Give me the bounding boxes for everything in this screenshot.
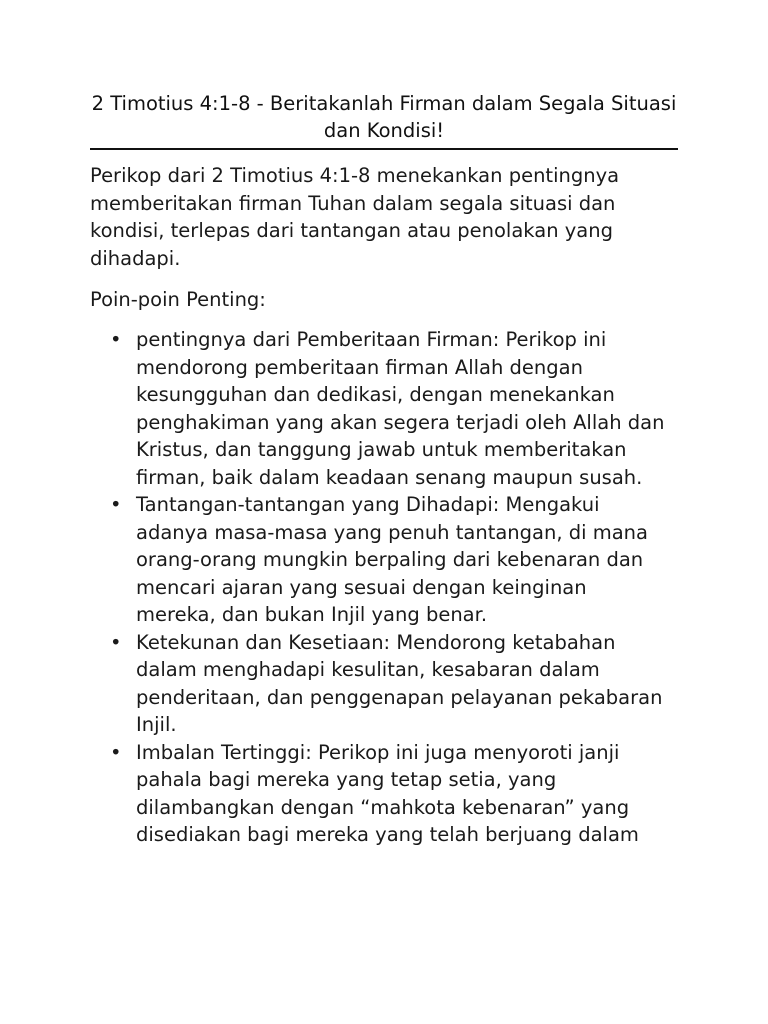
list-item-text: Imbalan Tertinggi: Perikop ini juga menyoroti janji pahala bagi mereka yang tetap setia, yang dilambangkan dengan “mahkota kebenaran” yang disediakan bagi mereka yang telah berjuang dalam <box>136 740 639 846</box>
bullet-icon: • <box>110 328 122 351</box>
section-heading: Poin-poin Penting: <box>90 288 266 311</box>
intro-paragraph: Perikop dari 2 Timotius 4:1-8 menekankan pentingnya memberitakan firman Tuhan dalam segala situasi dan kondisi, terlepas dari tantangan atau penolakan yang dihadapi. <box>90 164 620 270</box>
list-item <box>110 491 670 629</box>
page-title: 2 Timotius 4:1-8 - Beritakanlah Firman dalam Segala Situasi dan Kondisi! <box>91 92 677 142</box>
key-points-list <box>110 326 670 849</box>
bullet-icon: • <box>110 740 122 764</box>
list-item-text: Ketekunan dan Kesetiaan: Mendorong ketabahan dalam menghadapi kesulitan, kesabaran dalam penderitaan, dan penggenapan pelayanan pekabaran Injil. <box>136 630 663 736</box>
bullet-icon: • <box>110 630 122 654</box>
list-item-text: Tantangan-tantangan yang Dihadapi: Mengakui adanya masa-masa yang penuh tantangan, di mana orang-orang mungkin berpaling dari kebenaran dan mencari ajaran yang sesuai dengan keinginan mereka, dan bukan Injil yang benar. <box>136 493 648 626</box>
list-item <box>110 326 670 491</box>
bullet-icon: • <box>110 493 122 516</box>
list-item <box>110 629 670 739</box>
list-item-text: pentingnya dari Pemberitaan Firman: Perikop ini mendorong pemberitaan firman Allah dengan kesungguhan dan dedikasi, dengan menekankan penghakiman yang akan segera terjadi oleh Allah dan Kristus, dan tanggung jawab untuk memberitakan firman, baik dalam keadaan senang maupun susah. <box>136 328 665 489</box>
list-item <box>110 739 670 849</box>
title-block <box>90 90 678 150</box>
